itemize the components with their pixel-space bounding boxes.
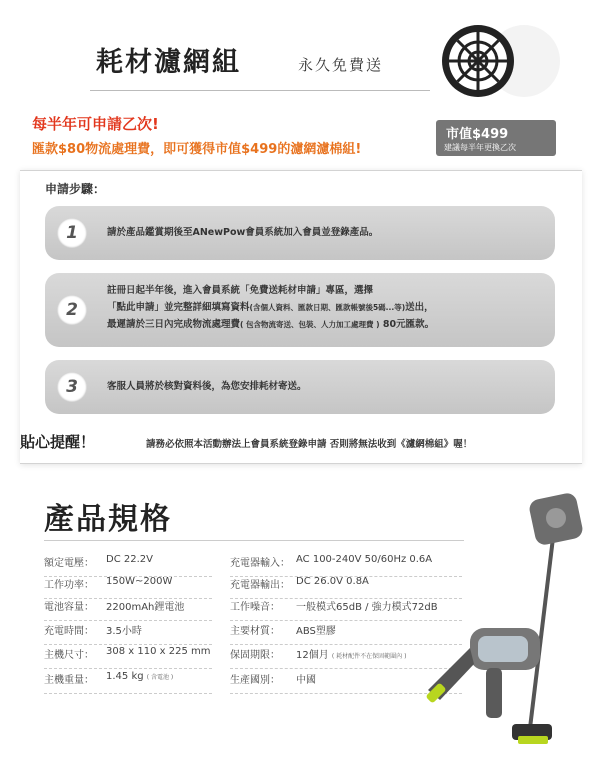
step-text-line: 註冊日起半年後，進入會員系統「免費送耗材申請」專區，選擇	[107, 285, 374, 296]
spec-label: 充電器輸入：	[230, 558, 290, 569]
spec-note: ( 含電池 )	[146, 674, 174, 681]
step-text-line	[107, 299, 434, 316]
spec-value: 2200mAh鋰電池	[106, 602, 185, 613]
spec-row	[44, 622, 212, 645]
step-number: 1	[57, 218, 87, 248]
step-1	[45, 206, 555, 260]
spec-value-text: 1.45 kg	[106, 671, 144, 682]
step-text-note: ( 包含物流寄送、包裝、人力加工處理費 )	[240, 320, 380, 329]
spec-value: 150W~200W	[106, 576, 173, 587]
step-text-part: 80元匯款。	[379, 319, 435, 330]
spec-value: DC 26.0V 0.8A	[296, 576, 369, 587]
promo-detail: 匯款$80物流處理費，即可獲得市值$499的濾網濾棉組!	[32, 142, 362, 157]
price-value: 市值$499	[446, 127, 509, 142]
promo-headline: 每半年可申請乙次!	[32, 115, 159, 133]
step-number: 3	[57, 372, 87, 402]
page-title: 耗材濾網組	[96, 47, 241, 78]
spec-label: 工作功率：	[44, 580, 94, 591]
step-text: 請於產品鑑賞期後至ANewPow會員系統加入會員並登錄產品。	[107, 227, 379, 238]
spec-value: 中國	[296, 675, 316, 686]
spec-label: 主要材質：	[230, 626, 280, 637]
spec-value	[106, 671, 173, 682]
header-divider	[90, 90, 430, 91]
spec-label: 主機尺寸：	[44, 650, 94, 661]
step-number: 2	[57, 295, 87, 325]
spec-value: 308 x 110 x 225 mm	[106, 646, 211, 657]
step-3	[45, 360, 555, 414]
filter-disc-image	[420, 24, 570, 100]
step-text-line	[107, 316, 434, 333]
spec-title: 產品規格	[44, 502, 172, 537]
price-badge	[436, 120, 556, 156]
spec-label: 充電時間：	[44, 626, 94, 637]
page-subtitle: 永久免費送	[298, 56, 384, 74]
step-text	[107, 282, 434, 333]
spec-label: 充電器輸出：	[230, 580, 290, 591]
spec-note: ( 耗材配件不在保固範圍內 )	[331, 653, 407, 660]
step-text: 客服人員將於核對資料後，為您安排耗材寄送。	[107, 381, 307, 392]
step-text-note: (含個人資料、匯款日期、匯款帳號後5碼...等)	[249, 303, 406, 312]
step-text-part: 最遲請於三日內完成物流處理費	[107, 319, 241, 330]
spec-label: 工作噪音：	[230, 602, 280, 613]
step-text-part: 「點此申請」並完整詳細填寫資料	[107, 302, 250, 313]
spec-value: ABS塑膠	[296, 626, 336, 637]
spec-value	[296, 646, 406, 661]
tips-text: 請務必依照本活動辦法上會員系統登錄申請 否則將無法收到《濾網棉組》喔！	[146, 439, 473, 450]
spec-row	[44, 598, 212, 621]
spec-divider	[44, 540, 464, 541]
spec-value: 一般模式65dB / 強力模式72dB	[296, 602, 438, 613]
spec-row	[44, 646, 212, 669]
spec-label: 主機重量：	[44, 675, 94, 686]
vacuum-product-image	[420, 478, 590, 768]
spec-row	[44, 576, 212, 599]
spec-value: AC 100-240V 50/60Hz 0.6A	[296, 554, 433, 565]
spec-value-text: 12個月	[296, 650, 329, 661]
spec-label: 電池容量：	[44, 602, 94, 613]
spec-row	[44, 671, 212, 694]
price-note: 建議每半年更換乙次	[444, 143, 516, 152]
spec-row	[44, 554, 212, 577]
spec-label: 生產國別：	[230, 675, 280, 686]
step-2	[45, 273, 555, 347]
spec-value: DC 22.2V	[106, 554, 153, 565]
steps-heading: 申請步驟：	[45, 182, 106, 196]
step-text-part: 送出，	[405, 302, 434, 313]
spec-value: 3.5小時	[106, 626, 142, 637]
spec-label: 保固期限：	[230, 650, 280, 661]
tips-heading: 貼心提醒！	[20, 433, 96, 451]
spec-label: 額定電壓：	[44, 558, 94, 569]
